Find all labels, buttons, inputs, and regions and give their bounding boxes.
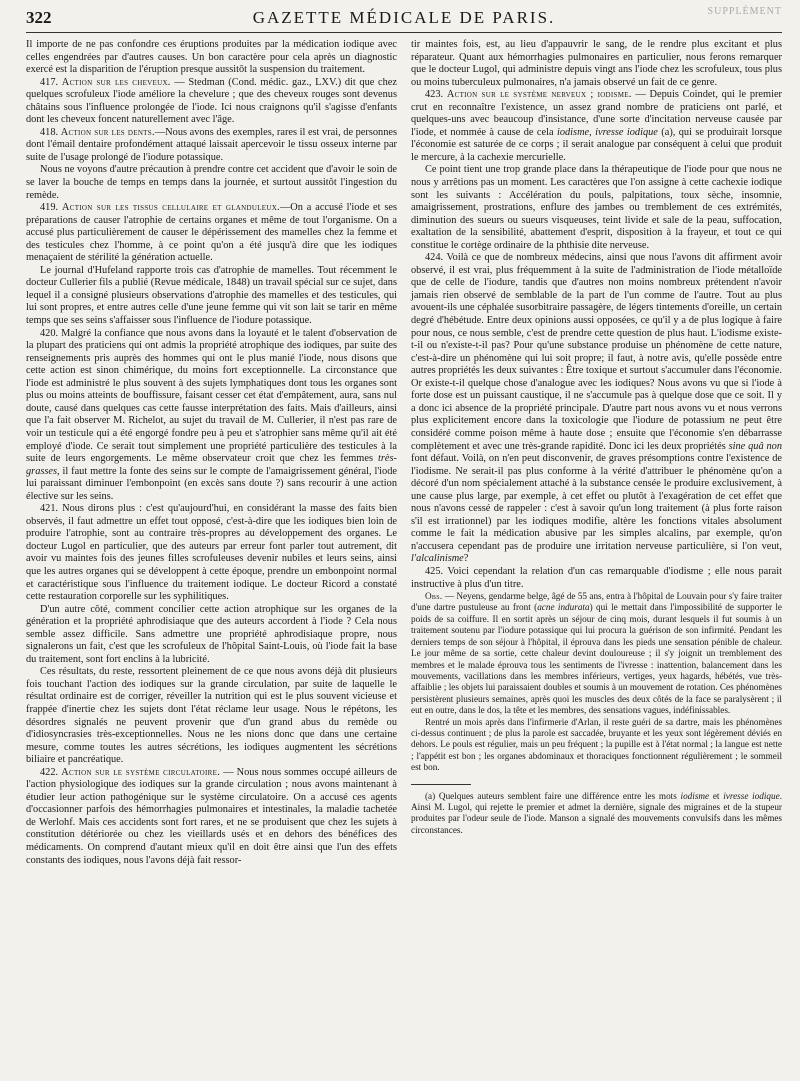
footnote-paragraph (411, 791, 782, 837)
show-through-text: SUPPLÉMENT (707, 6, 782, 17)
section-text: (a), qui se produirait lorsque l'économie est saturée de ce corps ; il serait analogue par conséquent à celui que produit le mercure, à la cachexie mercurielle. (411, 126, 783, 163)
section-text: , il faut mettre la fonte des seins sur le compte de l'amaigrissement général, l'iode lui paraissant diminuer l'embonpoint (en excès sans doute ?) sans recourir à une action élective sur les seins. (26, 465, 397, 502)
italic-term: sine quâ non (728, 440, 782, 452)
observation-text: ) qui le mettait dans l'impossibilité de supporter le poids de sa coiffure. Il en sortit après un séjour de cinq mois, durant lesquels il fut soumis à un traitement soutenu par l'iodure potassique qui lui procura la guérison de son infirmité. Pendant les derniers temps de son séjour à l'hôpital, il éprouva dans les pieds une sensation pénible de chaleur. Le jour même de sa sortie, cette chaleur devint douloureuse ; il s'y joignit un tremblement des membres et le malade éprouva tous les sentiments de l'ivresse : inattention, balancement dans les mouvements, vacillations dans les membres inférieurs, vertiges, yeux hagards, hébétés, vue très-affaiblie ; les objets lui paraissaient doubles et soumis à un mouvement de rotation. Ces phénomènes persistèrent plusieurs semaines, après quoi les muscles des deux côtés de la face se paralysèrent ; il eut en outre, dans le dos, la tête et les membres, des sensations vagues, indéfinissables. (411, 602, 783, 716)
section-421 (26, 503, 397, 603)
italic-term: iodisme (556, 126, 590, 138)
observation-paragraph (411, 717, 782, 774)
page-header (26, 6, 782, 33)
paragraph-text: Nous ne voyons d'autre précaution à prendre contre cet accident que d'avoir le soin de se laver la bouche de temps en temps dans la journée, et surtout aussitôt l'ingestion du remède. (26, 164, 397, 201)
paragraph-text: tir maintes fois, est, au lieu d'appauvrir le sang, de le rendre plus excitant et plus réparateur. Quant aux hémorrhagies pulmonaires en particulier, nous ferons remarquer que le docteur Lugol, qui administre depuis vingt ans l'iode chez les scrofuleux, tous plus ou moins tuberculeux pulmonaires, n'a jamais observé un fait de ce genre. (411, 39, 782, 88)
section-text: Voici cependant la relation d'un cas remarquable d'iodisme ; elle nous parait instructive à plus d'un titre. (411, 565, 782, 590)
paragraph-intro (26, 39, 397, 77)
section-text: —Nous avons des exemples, rares il est vrai, de personnes dont l'émail dentaire profondément attaqué laissait apercevoir le tissu osseux interne par suite de l'usage prolongé de l'iodure potassique. (26, 126, 397, 163)
left-column (26, 39, 397, 867)
paragraph-text: Ce point tient une trop grande place dans la thérapeutique de l'iode pour que nous ne nous y arrêtions pas un moment. Les caractères que l'on assigne à cette cachexie iodique sont les suivants : Accélération du pouls, palpitations, toux sèche, insomnie, amaigrissement, prostrations, enflure des jambes ou tremblement de ces extrémités, diminution des sueurs ou sueurs visqueuses, teint livide et sale de la peau, suffocation, exaltation de la sensibilité, abattement d'esprit, disposition à la frayeur, et tout ce qui constitue le cortège ordinaire de la phthisie dite nerveuse. (411, 164, 782, 251)
observation-text: Rentré un mois après dans l'infirmerie d'Arlan, il reste guéri de sa dartre, mais les phénomènes ci-dessus continuent ; de plus la parole est saccadée, bruyante et les yeux sont légèrement déviés en dehors. Le pouls est régulier, mais un peu fréquent ; la pupille est à l'état normal ; la langue est nette ; l'appétit est bon ; les organes abdominaux et thoraciques fonctionnent régulièrement ; le sommeil est bon. (411, 716, 782, 773)
section-number: 422. (40, 766, 59, 778)
section-424 (411, 252, 782, 566)
section-text: —On a accusé l'iode et ses préparations de causer l'atrophie de certains organes et même de tout l'organisme. On a accusé plus particulièrement de causer le dépérissement des mamelles chez la femme et des testicules chez l'homme, à ce point qu'on a été jusqu'à dire que les iodiques menaçaient de stérilité la génération actuelle. (26, 202, 397, 264)
italic-term: iodisme (680, 790, 710, 801)
italic-term: ivresse iodique (723, 790, 780, 801)
paragraph (26, 265, 397, 328)
footnote-text: . Ainsi M. Lugol, qui rejette le premier et admet la dernière, signale des migraines et de la stupeur produites par l'odeur seule de l'iode. Manson a signalé des mouvements convulsifs dans les mêmes circonstances. (411, 790, 782, 835)
section-text: ? (463, 553, 469, 565)
section-text: — Depuis Coindet, qui le premier crut en reconnaître l'existence, un assez grand nombre de praticiens ont parlé, et quelques-uns avec beaucoup d'insistance, d'une sorte d'incitation nerveuse causée par l'iode, et nommée à cause de cela (411, 89, 782, 138)
footnote (411, 791, 782, 837)
right-column (411, 39, 782, 867)
section-423 (411, 89, 782, 164)
section-heading: Action sur les tissus cellulaire et glanduleux. (61, 202, 280, 214)
paragraph (26, 604, 397, 667)
observation-label: Obs. (425, 591, 443, 602)
section-number: 419. (40, 202, 59, 214)
section-number: 417. (40, 76, 59, 88)
section-417 (26, 77, 397, 127)
paragraph-text: Il importe de ne pas confondre ces éruptions produites par la médication iodique avec celles engendrées par d'autres causes. Un bon caractère pour cela après un diagnostic exercé est la disparition de l'éruption presque aussitôt la suspension du traitement. (26, 39, 397, 76)
paragraph (26, 164, 397, 202)
footnote-text: (a) Quelques auteurs semblent faire une différence entre les mots (425, 790, 681, 801)
section-418 (26, 127, 397, 165)
section-number: 423. (425, 89, 444, 101)
section-text: , (589, 126, 596, 138)
paragraph-text: Ces résultats, du reste, ressortent pleinement de ce que nous avons déjà dit plusieurs fois touchant l'action des iodiques sur la grande circulation, par suite de laquelle le résultat ordinaire est de corriger, réveiller la nutrition qui est le plus souvent vicieuse et frappée d'inertie chez les sujets dont l'état réclame leur usage. Nous le répétons, les désordres signalés ne peuvent provenir que d'un grand abus du remède ou d'idiosyncrasies très-exceptionnelles. Nous ne les nions donc que dans une certaine mesure, comme toutes les autres sécrétions, les iodiques augmentent les sécrétions biliaire et pancréatique. (26, 666, 397, 766)
section-number: 425. (425, 565, 444, 577)
paragraph-text: D'un autre côté, comment concilier cette action atrophique sur les organes de la génération et la propriété aphrodisiaque que des auteurs accordent à l'iode ? Cela nous semble assez difficile. Sans admettre une propriété aphrodisiaque propre, nous signalerons un fait, c'est que les scrofuleux de l'hôpital Saint-Louis, où l'iode fait la base du traitement, sont fort enclins à la lubricité. (26, 603, 397, 665)
section-425 (411, 566, 782, 591)
section-number: 424. (425, 252, 444, 264)
section-number: 420. (40, 327, 59, 339)
section-420 (26, 328, 397, 504)
observation-block (411, 591, 782, 774)
page-number: 322 (26, 8, 52, 27)
paragraph (26, 666, 397, 766)
italic-term: acne indurata (537, 602, 590, 613)
text-columns (26, 39, 782, 867)
section-text: — Stedman (Cond. médic. gaz., LXV.) dit que chez quelques scrofuleux l'iode améliore la chevelure ; que des cheveux rouges sont devenus châtains sous l'influence prolongée de l'iode. Ici nous craignons qu'il s'agisse d'enfants dont les cheveux foncent naturellement avec l'âge. (26, 76, 397, 126)
section-text: Nous dirons plus : c'est qu'aujourd'hui, en considérant la masse des faits bien observés, il faut admettre un effet tout opposé, c'est-à-dire que les iodiques bien loin de produire l'atrophie, sont au contraire très-propres au développement des organes. Le docteur Lugol en particulier, que des auteurs par erreur font parler tout autrement, dit avoir vu maintes fois des jeunes filles scrofuleuses devenir nubiles et leurs seins, ainsi que les autres organes qui se développent à cette époque, prendre un embonpoint normal et caractéristique sous l'influence du traitement iodique. Le docteur Ricord a constaté cette restauration corporelle sur les syphilitiques. (26, 503, 397, 603)
italic-term: très-grasses (26, 453, 397, 477)
italic-term: l'alcalinisme (411, 553, 464, 565)
section-419 (26, 202, 397, 265)
section-text: font défaut. Voilà, on n'en peut disconvenir, de graves présomptions contre l'existence de l'iodisme. Ne serait-il pas plus conforme à la vérité d'attribuer le phénomène qu'on a décoré d'un nom spécialement attaché à la substance censée le produire exclusivement, à une cause plus large, par exemple, à cet effet ou plutôt à l'exagération de cet effet que nous n'avons cessé de rappeler : c'est à savoir qu'un long traitement (à plus forte raison s'il est irrationnel) par les iodiques modifie, altère les fonctions vitales absolument comme le fait la médication abusive par les simples alcalins, par exemple, qu'on n'accusera cependant pas de produire une irritation nerveuse particulière, si l'on veut, (411, 453, 782, 552)
section-number: 421. (40, 503, 59, 515)
italic-term: ivresse iodique (595, 126, 658, 138)
section-text: Voilà ce que de nombreux médecins, ainsi que nous l'avons dit affirment avoir observé, il est vrai, plus fréquemment à la suite de l'administration de l'iode métalloïde que de celle de l'iodure, tandis que d'autres non moins nombreux prétendent n'avoir jamais rien observé de semblable de la part de l'un comme de l'autre. Tout au plus avouent-ils une céphalée susorbitraire passagère, de légers tintements d'oreille, un certain degré d'hébétude. Entre deux opinions aussi opposées, ce qu'il y a de plus logique à faire pour nous, ce nous semble, c'est de prendre cette question de plus haut. L'iodisme existe-t-il ou n'existe-t-il pas? Pour qu'une substance produise un phénomène de cette nature, c'est-à-dire un phénomène qui lui soit propre; il faut, à notre avis, qu'elle possède entre autres propriétés les deux suivantes : Être toxique et surtout s'accumuler dans l'économie. Or existe-t-il quelque chose d'analogue avec les iodiques? Nous avons vu que si l'iode à forte dose est un puissant caustique, il ne s'accumule pas à quelque dose que ce soit. Il y a donc ici absence de la propriété principale. D'autre part nous avons vu et nous verrons plus explicitement encore dans la toxicologie que l'iodure de potassium ne peut être considéré comme poison même à haute dose ; ensuite que l'économie s'en débarrasse complètement et avec une très-grande rapidité. Donc ici les deux propriétés (411, 252, 782, 452)
section-heading: Action sur le système circulatoire. (61, 766, 221, 778)
section-heading: Action sur le système nerveux ; iodisme. (446, 89, 632, 101)
observation-paragraph (411, 591, 782, 716)
paragraph (411, 164, 782, 252)
section-heading: Action sur les dents. (60, 126, 155, 138)
footnote-text: et (709, 790, 724, 801)
section-text: Malgré la confiance que nous avons dans la loyauté et le talent d'observation de la plupart des praticiens qui ont admis la propriété atrophique des iodiques, par suite des renseignements pris auprès des hommes qui ont le plus manié l'iode, nous disons que cette action est sinon chimérique, du moins fort exceptionnelle. La circonstance que l'iode est administré le plus souvent à des sujets lymphatiques dont tous les organes sont plus ou moins atteints de bouffissure, faisant cesser cet état d'empâtement, aura, sans nul doute, causé dans quelques cas cette fausse interprétation des faits. Mais d'ailleurs, ainsi que l'a fait observer M. Richelot, au sujet du travail de M. Cullerier, il n'est pas rare de voir un testicule qui a été engorgé fondre peu à peu et s'atrophier sans même qu'il ait été employé d'iode. Ce serait tout simplement une propriété particulière des testicules à la suite de leurs engorgements. Le même observateur croit que chez les femmes (26, 327, 397, 465)
observation-text: — Neyens, gendarme belge, âgé de 55 ans, entra à l'hôpital de Louvain pour s'y faire traiter d'une dartre pustuleuse au front ( (411, 591, 782, 613)
footnote-divider (411, 784, 471, 785)
section-422 (26, 767, 397, 867)
section-number: 418. (40, 126, 59, 138)
section-text: — Nous nous sommes occupé ailleurs de l'action physiologique des iodiques sur la grande circulation ; nous avons maintenant à étudier leur action pathogénique sur le système circulatoire. On a accusé ces agents d'occasionner parfois des hémorrhagies pulmonaires et intestinales, la maladie tachetée de Werlohf. Mais ces accidents sont fort rares, et ne se produisent que chez les sujets à constitution détériorée ou chez les vieillards usés et en dehors des bénéfices des médicaments. On comprend d'autant mieux qu'il en doit être ainsi que l'un des effets constants des iodiques, nous l'avons déjà fait ressor- (26, 766, 397, 866)
section-heading: Action sur les cheveux. (61, 76, 171, 88)
running-title: GAZETTE MÉDICALE DE PARIS. (252, 8, 556, 27)
paragraph-text: Le journal d'Hufeland rapporte trois cas d'atrophie de mamelles. Tout récemment le docteur Cullerier fils a publié (Revue médicale, 1848) un travail spécial sur ce sujet, dans lequel il a consigné plusieurs observations d'atrophie des mamelles et des testicules, qui lui sont propres, et entre autres celle d'une jeune femme qui vit son lait se tarir en même temps que ses seins s'affaisser sous l'influence de l'iodure potassique. (26, 264, 397, 327)
paragraph-continued (411, 39, 782, 89)
